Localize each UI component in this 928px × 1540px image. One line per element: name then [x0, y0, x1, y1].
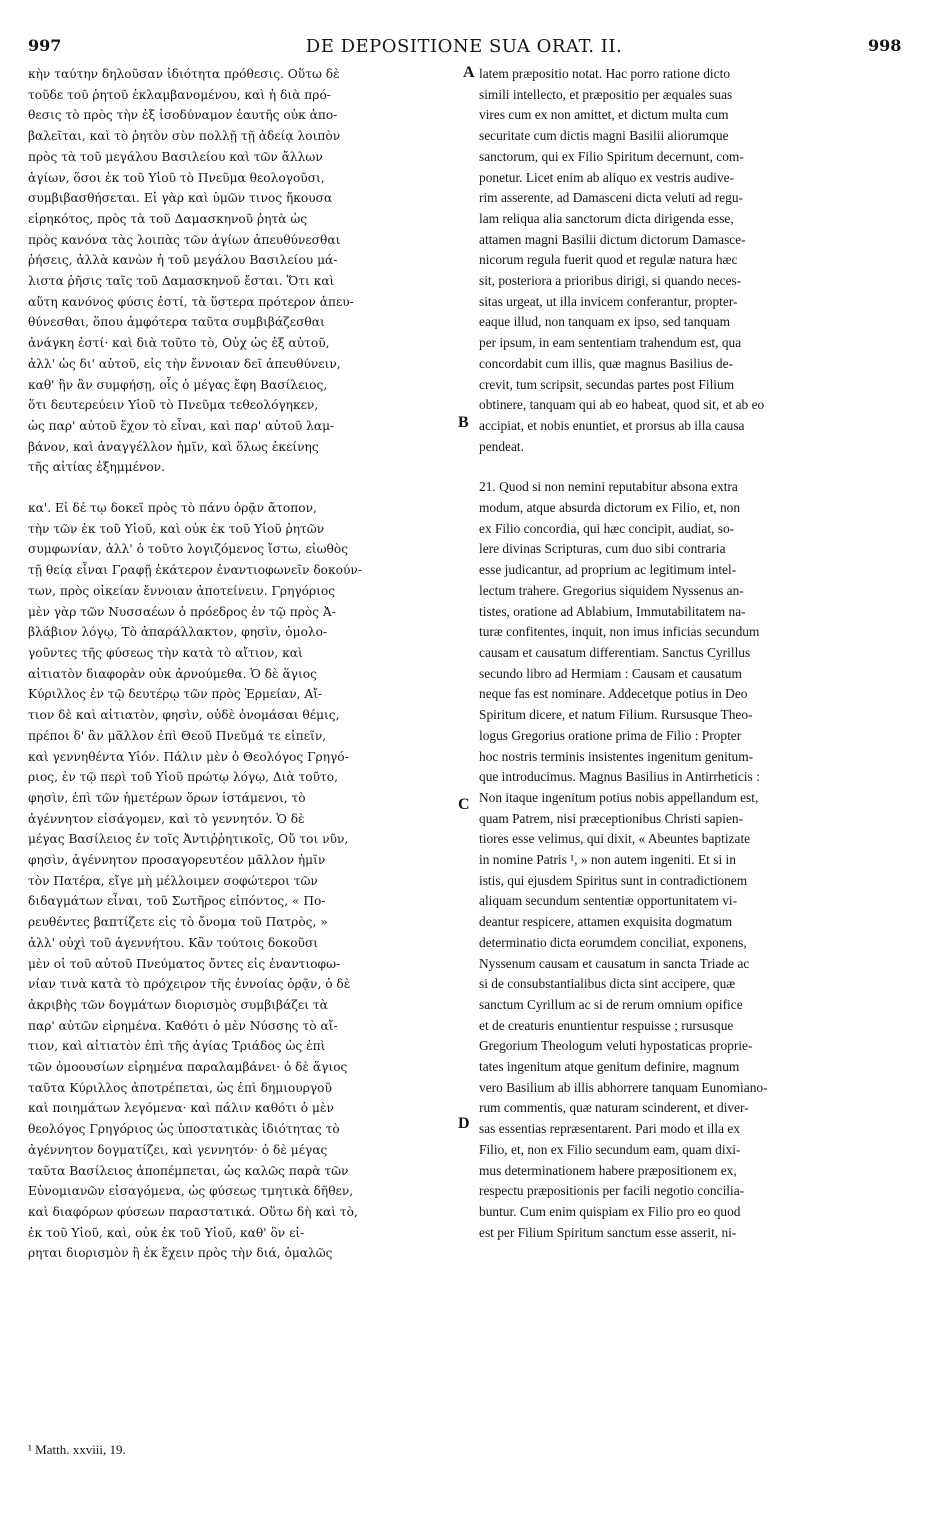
latin-text-line: vero Basilium ab illis abhorrere tanquam Eunomiano-	[479, 1079, 768, 1095]
latin-text-line: hoc nostris terminis insistentes ingenitum genitum-	[479, 748, 754, 764]
greek-text-line: τὴν τῶν ἐκ τοῦ Υἱοῦ, καὶ οὐκ ἐκ τοῦ Υἱοῦ ῥητῶν	[28, 521, 325, 536]
greek-text-line: ταῦτα Κύριλλος ἀποτρέπεται, ὡς ἐπὶ δημιουργοῦ	[28, 1080, 332, 1095]
latin-text-line: Spiritum dicere, et natum Filium. Rursusque Theo-	[479, 707, 753, 723]
greek-text-line: μὲν οἱ τοῦ αὐτοῦ Πνεύματος ὄντες εἰς ἐναντιοφω-	[28, 956, 341, 971]
latin-text-line: per ipsum, in eam sententiam trahendum est, qua	[479, 335, 742, 351]
latin-text-line: buntur. Cum enim quispiam ex Filio pro eo quod	[479, 1203, 741, 1219]
latin-text-line: determinatio dicta eorumdem conciliat, exponens,	[479, 934, 747, 950]
greek-text-line: καὶ διαφόρων φύσεων παραστατικά. Οὕτω δὴ καὶ τὸ,	[28, 1204, 358, 1219]
latin-text-line: et de creaturis enuntientur respuisse ; rursusque	[479, 1017, 734, 1033]
greek-text-line: Κύριλλος ἐν τῷ δευτέρῳ τῶν πρὸς Ἑρμείαν, Αἴ-	[28, 687, 323, 702]
latin-text-line: rum commentis, quæ naturam scinderent, et diver-	[479, 1100, 749, 1116]
latin-text-line: pendeat.	[479, 438, 524, 454]
greek-text-line: των, πρὸς οἰκείαν ἔννοιαν ἀποτείνειν. Γρηγόριος	[28, 583, 336, 598]
greek-text-line: φησὶν, ἀγέννητον προσαγορευτέον μᾶλλον ἡμῖν	[28, 853, 326, 868]
greek-text-line: ἀκριβὴς τῶν δογμάτων διορισμὸς συμβιβάζει τὰ	[28, 997, 328, 1012]
greek-text-line: θεσις τὸ πρὸς τὴν ἐξ ἰσοδύναμον ἑαυτῆς οὐκ ἀπο-	[28, 108, 338, 123]
greek-text-line: ριος, ἐν τῷ περὶ τοῦ Υἱοῦ πρώτῳ λόγῳ, Διὰ τοῦτο,	[28, 770, 339, 785]
latin-text-line: obtinere, tanquam qui ab eo habeat, quod sit, et ab eo	[479, 397, 765, 413]
greek-text-line: ρηται διορισμὸν ἢ ἐκ ἔχειν πρὸς τὴν διά, ὁμαλῶς	[28, 1246, 333, 1261]
greek-text-line: καὶ ποιημάτων λεγόμενα· καὶ πάλιν καθότι ὁ μὲν	[28, 1101, 334, 1116]
greek-text-line: βλάβιον λόγῳ, Τὸ ἀπαράλλακτον, φησὶν, ὁμολο-	[28, 625, 328, 640]
latin-text-line: ponetur. Licet enim ab aliquo ex vestris audive-	[479, 169, 735, 185]
greek-text-line: κὴν ταύτην δηλοῦσαν ἰδιότητα πρόθεσις. Οὕτω δὲ	[28, 67, 340, 81]
greek-text-line: τιον, καὶ αἰτιατὸν ἐπὶ τῆς ἁγίας Τριάδος ὡς ἐπὶ	[28, 1039, 326, 1054]
latin-text-line: vires cum ex non amittet, et dictum multa cum	[479, 107, 729, 123]
latin-text-line: tiores esse velimus, qui dixit, « Abeuntes baptizate	[479, 831, 751, 847]
greek-text-line: βάνον, καὶ ἀναγγέλλον ἡμῖν, καὶ ὅλως ἐκείνης	[28, 439, 319, 454]
latin-text-line: lere divinas Scripturas, cum duo sibi contraria	[479, 541, 726, 557]
latin-text-line: attamen magni Basilii dictum dictorum Damasce-	[479, 231, 746, 247]
latin-text-line: tistes, oratione ad Ablabium, Immutabilitatem na-	[479, 603, 746, 619]
greek-text-line: ῥήσεις, ἀλλὰ κανὼν ἡ τοῦ μεγάλου Βασιλείου μά-	[28, 253, 338, 268]
greek-text-line: τῶν ὁμοουσίων εἰρημένα παραλαμβάνει· ὁ δὲ ἅγιος	[28, 1060, 348, 1075]
latin-text-line: secundo libro ad Hermiam : Causam et causatum	[479, 665, 742, 681]
greek-text-line: βαλεῖται, καὶ τὸ ῥητὸν σὺν πολλῇ τῇ ἀδείᾳ λοιπὸν	[28, 129, 341, 144]
latin-text-line: respectu præpositionis per facili negotio concilia-	[479, 1183, 745, 1199]
page-number-left: 997	[28, 36, 62, 55]
latin-text-line: in nomine Patris ¹, » non autem ingeniti. Et si in	[479, 852, 736, 868]
latin-text-line: eaque illud, non tanquam ex ipso, sed tanquam	[479, 314, 731, 330]
latin-text-line: causam et causatum differentiam. Sanctus Cyrillus	[479, 644, 751, 660]
greek-text-line: τῆς αἰτίας ἐξημμένον.	[28, 460, 165, 475]
greek-text-line: μέγας Βασίλειος ἐν τοῖς Ἀντιῤῥητικοῖς, Οὔ τοι νῦν,	[28, 832, 349, 847]
latin-text-line: turæ confitentes, inquit, non imus inficias secundum	[479, 624, 760, 640]
greek-text-line: αὕτη κανόνος φύσις ἐστί, τὰ ὕστερα πρότερον ἀπευ-	[28, 294, 354, 309]
greek-text-line: συμφωνίαν, ἀλλ' ὁ τοῦτο λογιζόμενος ἴστω, εἰωθὸς	[28, 542, 349, 557]
latin-column	[479, 64, 899, 1243]
latin-text-line: si de consubstantialibus dicta sint accipere, quæ	[479, 976, 736, 992]
greek-text-line: καὶ γεννηθέντα Υἱόν. Πάλιν μὲν ὁ Θεολόγος Γρηγό-	[28, 749, 349, 764]
greek-text-line: ἀγέννητον δογματίζει, καὶ γεννητόν· ὁ δὲ μέγας	[28, 1142, 328, 1157]
latin-text-line: nicorum regula fuerit quod et regulæ natura hæc	[479, 252, 738, 268]
greek-text-line: πρὸς κανόνα τὰς λοιπὰς τῶν ἁγίων ἀπευθύνεσθαι	[28, 232, 341, 247]
greek-text-line: νίαν τινὰ κατὰ τὸ πρόχειρον τῆς ἐννοίας ὁρᾷν, ὁ δὲ	[28, 977, 351, 992]
greek-text-line: αἰτιατὸν διαφορὰν οὐκ ἀρνούμεθα. Ὁ δὲ ἅγιος	[28, 666, 317, 681]
latin-text-line: sit, posteriora a prioribus dirigi, si quando neces-	[479, 273, 742, 289]
latin-text-line: simili intellecto, et præpositio per æquales suas	[479, 86, 733, 102]
latin-text-line: mus determinationem habere præpositionem ex,	[479, 1162, 737, 1178]
margin-marker-d: D	[458, 1115, 470, 1132]
greek-text-line: θεολόγος Γρηγόριος ὡς ὑποστατικὰς ἰδιότητας τὸ	[28, 1122, 340, 1137]
greek-text-line: λιστα ῥῆσις ταῖς τοῦ Δαμασκηνοῦ ἔσται. Ὅτι καὶ	[28, 274, 335, 289]
greek-text-line: τὸν Πατέρα, εἴγε μὴ μέλλοιμεν σοφώτεροι τῶν	[28, 873, 318, 888]
greek-text-line	[28, 478, 458, 498]
latin-text-line: logus Gregorius oratione prima de Filio : Propter	[479, 727, 742, 743]
greek-text-line: ἀλλ' ὡς δι' αὐτοῦ, εἰς τὴν ἔννοιαν δεῖ ἀπευθύνειν,	[28, 356, 341, 371]
latin-text-line: crevit, tum scripsit, secundas partes post Filium	[479, 376, 735, 392]
latin-text-line: neque fas est nominare. Addecetque potius in Deo	[479, 686, 748, 702]
latin-text-line: 21. Quod si non nemini reputabitur absona extra	[479, 479, 738, 495]
greek-text-line: ἀγέννητον εἰσάγομεν, καὶ τὸ γεννητόν. Ὁ δὲ	[28, 811, 305, 826]
latin-text-line: aliquam secundum sententiæ opportunitatem vi-	[479, 893, 738, 909]
greek-text-line: τῇ θείᾳ εἶναι Γραφῇ ἑκάτερον ἐναντιοφωνεῖν δοκούν-	[28, 563, 362, 578]
margin-marker-b: B	[458, 414, 469, 431]
running-title: DE DEPOSITIONE SUA ORAT. II.	[305, 36, 623, 57]
latin-text-line: Filio, et, non ex Filio secundum eam, quam dixi-	[479, 1141, 741, 1157]
latin-text-line: lam reliqua alia sanctorum dicta dirigenda esse,	[479, 210, 734, 226]
greek-text-line: κα'. Εἰ δέ τῳ δοκεῖ πρὸς τὸ πάνυ ὁρᾷν ἄτοπον,	[28, 501, 317, 516]
greek-text-line: παρ' αὐτῶν εἰρημένα. Καθότι ὁ μὲν Νύσσης τὸ αἴ-	[28, 1018, 338, 1033]
latin-text-line: rim asserente, ad Damasceni dicta veluti ad regu-	[479, 190, 743, 206]
greek-column	[28, 64, 458, 1264]
latin-text-line: quam Patrem, nisi præceptionibus Christi sapien-	[479, 810, 744, 826]
latin-text-line: deantur respicere, attamen exquisita dogmatum	[479, 914, 733, 930]
latin-text-line: securitate cum dictis magni Basilii aliorumque	[479, 128, 729, 144]
greek-text-line: ρευθέντες βαπτίζετε εἰς τὸ ὄνομα τοῦ Πατρὸς, »	[28, 915, 328, 930]
greek-text-line: ταῦτα Βασίλειος ἀποπέμπεται, ὡς καλῶς παρὰ τῶν	[28, 1163, 349, 1178]
greek-text-line: ὅτι δευτερεύειν Υἱοῦ τὸ Πνεῦμα τεθεολόγηκεν,	[28, 398, 319, 413]
greek-text-line: ἁγίων, ὅσοι ἐκ τοῦ Υἱοῦ τὸ Πνεῦμα θεολογοῦσι,	[28, 170, 325, 185]
latin-text-line: tates ingenitum atque genitum definire, magnum	[479, 1059, 740, 1075]
latin-text-line: que introducimus. Magnus Basilius in Antirrheticis :	[479, 769, 760, 785]
greek-text-line: διδαγμάτων εἶναι, τοῦ Σωτῆρος εἰπόντος, « Πο-	[28, 894, 326, 909]
latin-text-line: concordabit cum illis, quæ magnus Basilius de-	[479, 355, 734, 371]
latin-text-line	[479, 457, 899, 477]
greek-text-line: τοῦδε τοῦ ῥητοῦ ἐκλαμβανομένου, καὶ ἡ διὰ πρό-	[28, 87, 331, 102]
greek-text-line: εἰρηκότος, πρὸς τὰ τοῦ Δαμασκηνοῦ ῥητὰ ὡς	[28, 211, 308, 226]
latin-text-line: sanctum Cyrillum ac si de rerum omnium opifice	[479, 996, 743, 1012]
greek-text-line: ἐκ τοῦ Υἱοῦ, καὶ, οὐκ ἐκ τοῦ Υἱοῦ, καθ' ὃν εἰ-	[28, 1225, 305, 1240]
latin-text-line: Gregorium Theologum veluti hypostaticas proprie-	[479, 1038, 753, 1054]
greek-text-line: μὲν γὰρ τῶν Νυσσαέων ὁ πρόεδρος ἐν τῷ πρὸς Ἀ-	[28, 604, 336, 619]
latin-text-line: ex Filio concordia, qui hæc concipit, audiat, so-	[479, 520, 735, 536]
greek-text-line: τιον δὲ καὶ αἰτιατὸν, φησὶν, οὐδὲ ὀνομάσαι θέμις,	[28, 708, 340, 723]
latin-text-line: sitas urgeat, ut illa invicem conferantur, propter-	[479, 293, 738, 309]
margin-marker-c: C	[458, 796, 470, 813]
greek-text-line: καθ' ἣν ἂν συμφήσῃ, οἷς ὁ μέγας ἔφη Βασίλειος,	[28, 377, 328, 392]
latin-text-line: esse judicantur, ad proprium ac legitimum intel-	[479, 562, 737, 578]
greek-text-line: γοῦντες τῆς φύσεως τὴν κατὰ τὸ αἴτιον, καὶ	[28, 645, 303, 660]
greek-text-line: συμβιβασθήσεται. Εἰ γὰρ καὶ ὑμῶν τινος ἤκουσα	[28, 191, 333, 206]
greek-text-line: φησὶν, ἐπὶ τῶν ἡμετέρων ὅρων ἱστάμενοι, τὸ	[28, 790, 306, 805]
greek-text-line: ἀλλ' οὐχὶ τοῦ ἀγεννήτου. Κἂν τούτοις δοκοῦσι	[28, 935, 319, 950]
latin-text-line: accipiat, et nobis enuntiet, et prorsus ab illa causa	[479, 417, 745, 433]
latin-text-line: modum, atque absurda dictorum ex Filio, et, non	[479, 500, 741, 516]
footnote: ¹ Matth. xxviii, 19.	[28, 1442, 126, 1457]
margin-marker-a: A	[463, 64, 475, 81]
greek-text-line: ὡς παρ' αὐτοῦ ἔχον τὸ εἶναι, καὶ παρ' αὐτοῦ λαμ-	[28, 418, 335, 433]
latin-text-line: est per Filium Spiritum sanctum esse asserit, ni-	[479, 1224, 737, 1240]
latin-text-line: sanctorum, qui ex Filio Spiritum decernunt, com-	[479, 148, 744, 164]
page-header	[0, 0, 928, 60]
greek-text-line: θύνεσθαι, ὅπου ἀμφότερα ταῦτα συμβιβάζεσθαι	[28, 315, 325, 330]
latin-text-line: sas essentias repræsentarent. Pari modo et illa ex	[479, 1121, 741, 1137]
latin-text-line: lectum trahere. Gregorius siquidem Nyssenus an-	[479, 582, 744, 598]
page-number-right: 998	[868, 36, 902, 55]
latin-text-line: istis, qui ejusdem Spiritus sunt in contradictionem	[479, 872, 748, 888]
greek-text-line: πρέποι δ' ἂν μᾶλλον ἐπὶ Θεοῦ Πνεῦμά τε εἰπεῖν,	[28, 728, 327, 743]
latin-text-line: latem præpositio notat. Hac porro ratione dicto	[479, 66, 731, 81]
greek-text-line: ἀνάγκη ἐστί· καὶ διὰ τοῦτο τὸ, Οὐχ ὡς ἐξ αὐτοῦ,	[28, 336, 330, 351]
latin-text-line: Non itaque ingenitum potius nobis appellandum est,	[479, 789, 759, 805]
latin-text-line: Nyssenum causam et causatum in sancta Triade ac	[479, 955, 750, 971]
greek-text-line: πρὸς τὰ τοῦ μεγάλου Βασιλείου καὶ τῶν ἄλλων	[28, 149, 323, 164]
greek-text-line: Εὐνομιανῶν εἰσαγόμενα, ὡς φύσεως τμητικὰ δῆθεν,	[28, 1184, 354, 1199]
